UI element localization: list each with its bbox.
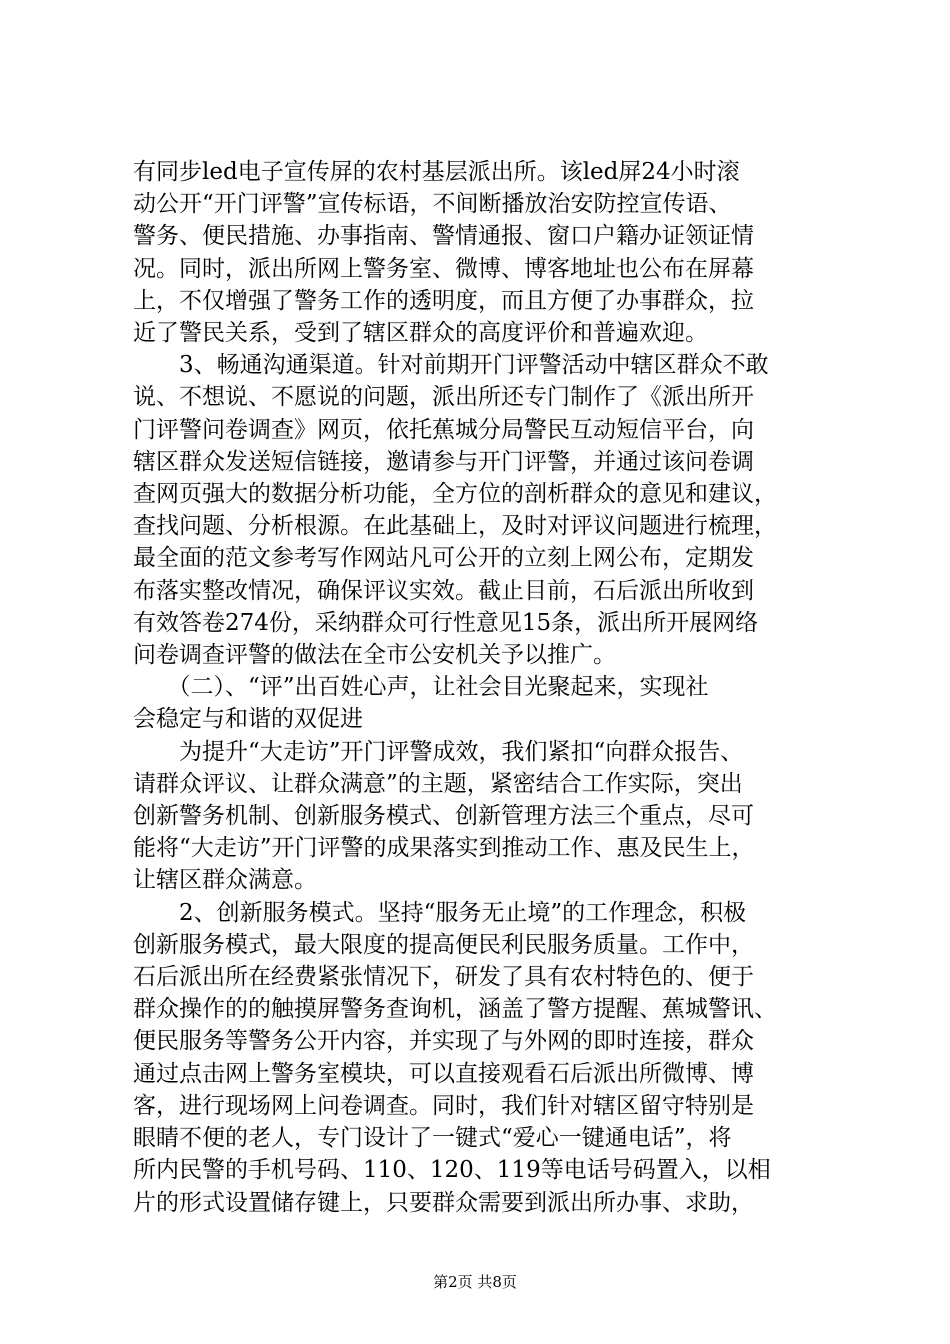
page-footer (0, 1271, 950, 1292)
text-line: 警务、便民措施、办事指南、警情通报、窗口户籍办证领证情 (133, 223, 754, 250)
text-line: 2、创新服务模式。坚持“服务无止境”的工作理念，积极 (133, 899, 747, 926)
document-body (133, 156, 833, 1219)
text-line: 上，不仅增强了警务工作的透明度，而且方便了办事群众，拉 (133, 287, 754, 314)
text-line: 所内民警的手机号码、110、120、119等电话号码置入，以相 (133, 1157, 771, 1184)
text-line: 查找问题、分析根源。在此基础上，及时对评议问题进行梳理， (133, 513, 777, 540)
page-number: 第2页 (433, 1273, 473, 1291)
text-line: 辖区群众发送短信链接，邀请参与开门评警，并通过该问卷调 (133, 448, 754, 475)
text-line: 创新警务机制、创新服务模式、创新管理方法三个重点，尽可 (133, 803, 754, 830)
text-line: 动公开“开门评警”宣传标语，不间断播放治安防控宣传语、 (133, 191, 732, 218)
text-line: 查网页强大的数据分析功能，全方位的剖析群众的意见和建议， (133, 481, 777, 508)
text-line: 问卷调查评警的做法在全市公安机关予以推广。 (133, 642, 616, 669)
page-total: 共8页 (477, 1273, 517, 1291)
text-line: 有同步led电子宣传屏的农村基层派出所。该led屏24小时滚 (133, 159, 740, 185)
text-line: 眼睛不便的老人，专门设计了一键式“爱心一键通电话”，将 (133, 1125, 732, 1152)
text-line: 客，进行现场网上问卷调查。同时，我们针对辖区留守特别是 (133, 1092, 754, 1119)
text-line: 群众操作的的触摸屏警务查询机，涵盖了警方提醒、蕉城警讯、 (133, 996, 777, 1023)
text-line: 说、不想说、不愿说的问题，派出所还专门制作了《派出所开 (133, 384, 754, 411)
text-line: 创新服务模式，最大限度的提高便民利民服务质量。工作中， (133, 931, 754, 958)
text-line: 近了警民关系，受到了辖区群众的高度评价和普遍欢迎。 (133, 320, 708, 347)
text-line: 会稳定与和谐的双促进 (133, 706, 363, 733)
text-line: 有效答卷274份，采纳群众可行性意见15条，派出所开展网络 (133, 609, 759, 636)
section-heading (133, 671, 833, 735)
text-line: 布落实整改情况，确保评议实效。截止目前，石后派出所收到 (133, 577, 754, 604)
paragraph (133, 156, 833, 349)
text-line: 能将“大走访”开门评警的成果落实到推动工作、惠及民生上， (133, 835, 755, 862)
paragraph (133, 349, 833, 671)
text-line: 为提升“大走访”开门评警成效，我们紧扣“向群众报告、 (133, 738, 744, 765)
text-line: 最全面的范文参考写作网站凡可公开的立刻上网公布，定期发 (133, 545, 754, 572)
text-line: 3、畅通沟通渠道。针对前期开门评警活动中辖区群众不敢 (133, 352, 769, 379)
text-line: 让辖区群众满意。 (133, 867, 317, 894)
text-line: 石后派出所在经费紧张情况下，研发了具有农村特色的、便于 (133, 964, 754, 991)
text-line: 请群众评议、让群众满意”的主题，紧密结合工作实际，突出 (133, 770, 743, 797)
text-line: 便民服务等警务公开内容，并实现了与外网的即时连接，群众 (133, 1028, 754, 1055)
text-line: （二）、“评”出百姓心声，让社会目光聚起来，实现社 (133, 674, 709, 701)
text-line: 况。同时，派出所网上警务室、微博、博客地址也公布在屏幕 (133, 255, 754, 282)
text-line: 通过点击网上警务室模块，可以直接观看石后派出所微博、博 (133, 1060, 754, 1087)
paragraph (133, 736, 833, 897)
text-line: 门评警问卷调查》网页，依托蕉城分局警民互动短信平台，向 (133, 416, 754, 443)
paragraph (133, 897, 833, 1219)
text-line: 片的形式设置储存键上，只要群众需要到派出所办事、求助， (133, 1189, 754, 1216)
